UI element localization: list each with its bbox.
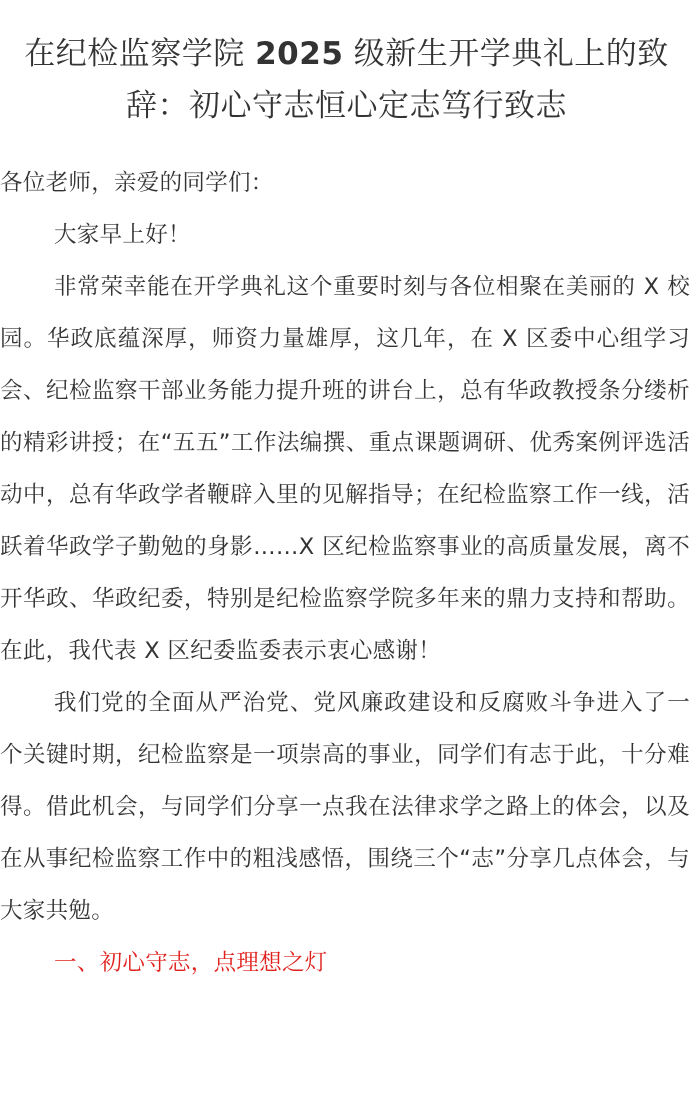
section-heading: 一、初心守志，点理想之灯 <box>54 950 328 976</box>
title-part-1: 在纪检监察学院 <box>24 36 256 72</box>
article-body <box>0 157 690 989</box>
paragraph-2: 我们党的全面从严治党、党风廉政建设和反腐败斗争进入了一个关键时期，纪检监察是一项崇高的事业，同学们有志于此，十分难得。借此机会，与同学们分享一点我在法律求学之路上的体会，以及在从事纪检监察工作中的粗浅感悟，围绕三个“志”分享几点体会，与大家共勉。 <box>0 690 690 924</box>
title-year: 2025 <box>255 36 344 72</box>
title-part-2: 级新生开学典礼上的致辞：初心守志恒心定志笃行致志 <box>126 36 669 124</box>
greeting: 大家早上好！ <box>54 222 191 248</box>
paragraph-1: 非常荣幸能在开学典礼这个重要时刻与各位相聚在美丽的 X 校园。华政底蕴深厚，师资力量雄厚，这几年，在 X 区委中心组学习会、纪检监察干部业务能力提升班的讲台上，总有华政教授条分缕析的精彩讲授；在“五五”工作法编撰、重点课题调研、优秀案例评选活动中，总有华政学者鞭辟入里的见解指导；在纪检监察工作一线，活跃着华政学子勤勉的身影……X 区纪检监察事业的高质量发展，离不开华政、华政纪委，特别是纪检监察学院多年来的鼎力支持和帮助。在此，我代表 X 区纪委监委表示衷心感谢！ <box>0 274 690 664</box>
salutation: 各位老师，亲爱的同学们： <box>0 170 274 196</box>
article-title <box>0 28 693 132</box>
